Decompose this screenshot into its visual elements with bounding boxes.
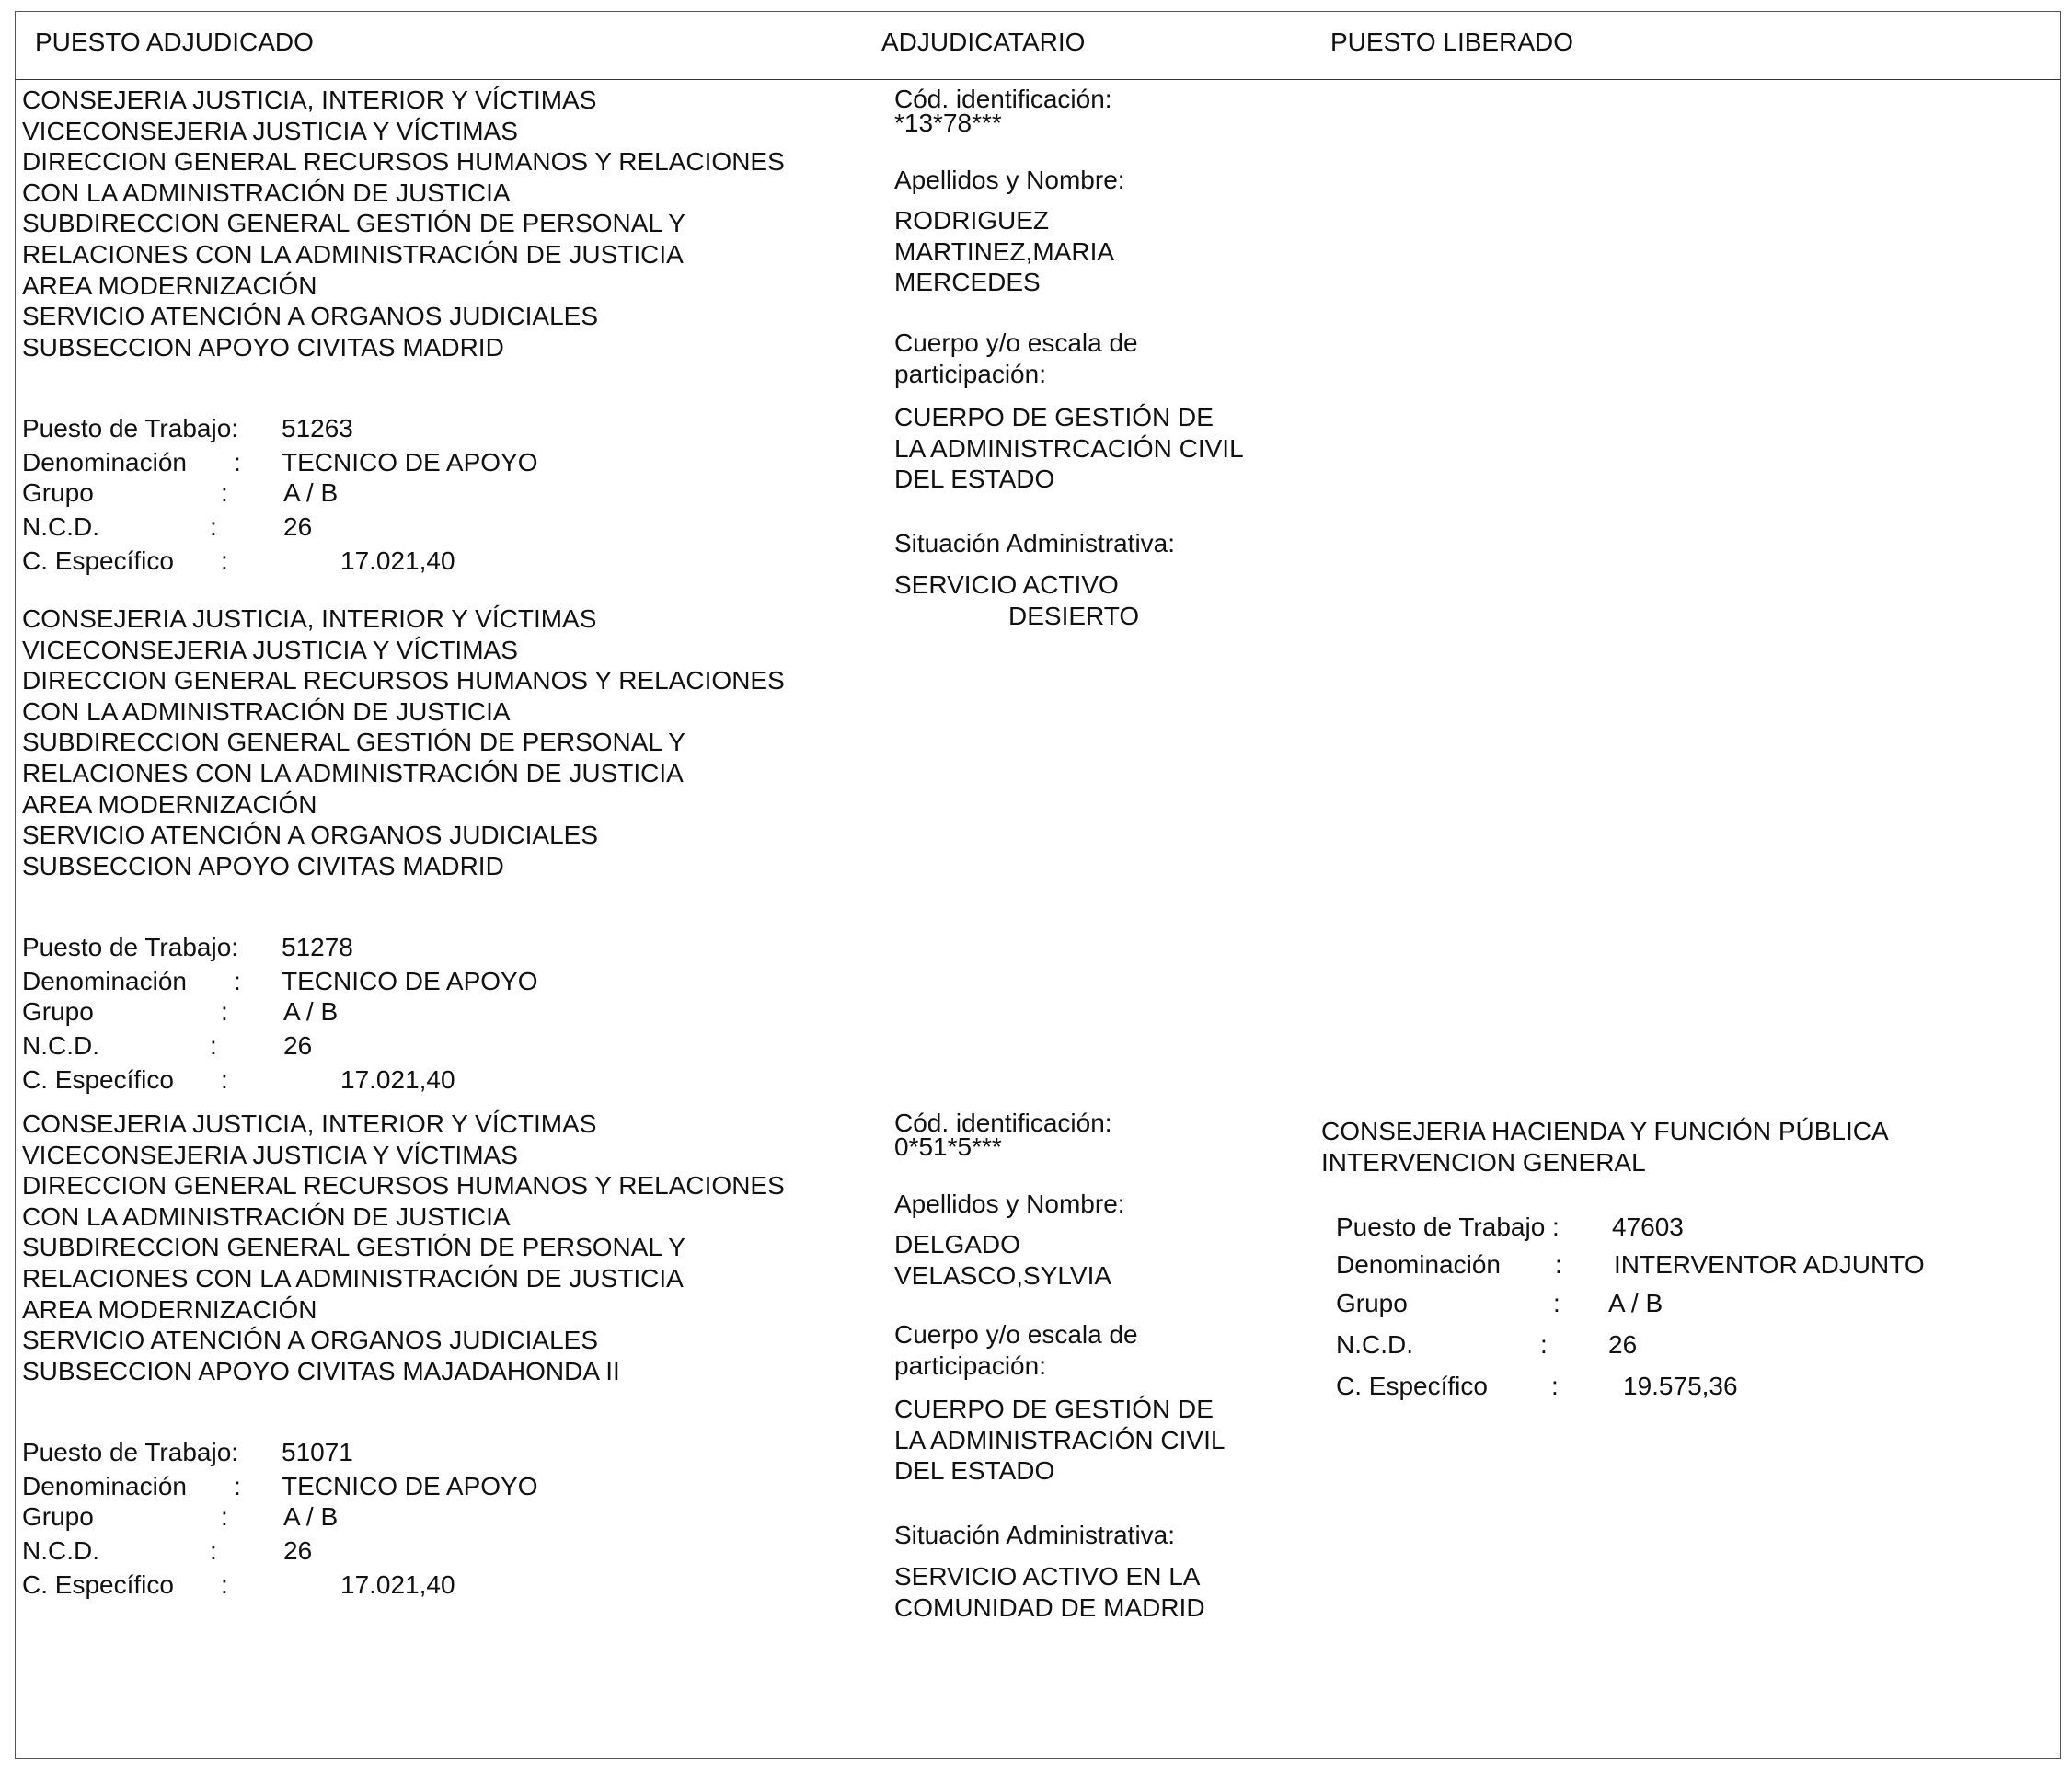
especifico-value: 19.575,36: [1623, 1372, 1738, 1400]
nombre-line: VELASCO,SYLVIA: [894, 1260, 1112, 1290]
nombre-line: MARTINEZ,MARIA: [894, 236, 1115, 266]
colon: :: [1553, 1289, 1560, 1317]
org-line: CON LA ADMINISTRACIÓN DE JUSTICIA: [22, 1201, 511, 1231]
denominacion-label: Denominación: [22, 967, 187, 995]
cuerpo-label-line: participación:: [894, 359, 1046, 388]
cuerpo-line: CUERPO DE GESTIÓN DE: [894, 1395, 1214, 1423]
ncd-value: 26: [283, 512, 313, 541]
especifico-label: C. Específico: [1336, 1372, 1488, 1400]
cuerpo-label-line: Cuerpo y/o escala de: [894, 328, 1138, 357]
puesto-value: 51071: [282, 1438, 353, 1466]
org-line: VICECONSEJERIA JUSTICIA Y VÍCTIMAS: [22, 1140, 518, 1169]
cod-label: Cód. identificación:: [894, 85, 1112, 113]
colon: :: [1551, 1372, 1559, 1400]
org-line: RELACIONES CON LA ADMINISTRACIÓN DE JUSTICIA: [22, 1263, 684, 1293]
denominacion-value: TECNICO DE APOYO: [282, 967, 538, 995]
denominacion-value: INTERVENTOR ADJUNTO: [1614, 1250, 1925, 1279]
org-line: CONSEJERIA JUSTICIA, INTERIOR Y VÍCTIMAS: [22, 86, 597, 114]
situacion-label: Situación Administrativa:: [894, 1521, 1176, 1549]
org-line: RELACIONES CON LA ADMINISTRACIÓN DE JUSTICIA: [22, 758, 684, 787]
ncd-value: 26: [1608, 1330, 1638, 1359]
nombre-label: Apellidos y Nombre:: [894, 166, 1125, 194]
colon: :: [1540, 1330, 1548, 1359]
situacion-label: Situación Administrativa:: [894, 529, 1176, 557]
colon: :: [221, 546, 228, 575]
denominacion-value: TECNICO DE APOYO: [282, 1472, 538, 1500]
org-line: SUBSECCION APOYO CIVITAS MADRID: [22, 851, 504, 880]
entry-3-org-block: [22, 1109, 785, 1386]
header-puesto-liberado: PUESTO LIBERADO: [1330, 28, 1574, 56]
ncd-value: 26: [283, 1031, 313, 1060]
colon: :: [234, 967, 241, 995]
org-line: AREA MODERNIZACIÓN: [22, 1294, 317, 1324]
puesto-label: Puesto de Trabajo:: [22, 414, 239, 442]
cuerpo-line: LA ADMINISTRACIÓN CIVIL: [894, 1425, 1226, 1454]
colon: :: [210, 1031, 217, 1060]
nombre-value: [894, 205, 1114, 298]
especifico-value: 17.021,40: [340, 546, 455, 575]
grupo-label: Grupo: [22, 478, 94, 507]
cuerpo-line: LA ADMINISTRCACIÓN CIVIL: [894, 433, 1244, 463]
grupo-label: Grupo: [22, 997, 94, 1026]
denominacion-label: Denominación: [1336, 1250, 1501, 1279]
puesto-label: Puesto de Trabajo :: [1336, 1213, 1560, 1241]
org-line: SERVICIO ATENCIÓN A ORGANOS JUDICIALES: [22, 1326, 599, 1355]
puesto-value: 51263: [282, 414, 353, 442]
nombre-line: DELGADO: [894, 1230, 1020, 1259]
org-line: SUBDIRECCION GENERAL GESTIÓN DE PERSONAL Y: [22, 728, 685, 757]
grupo-label: Grupo: [1336, 1289, 1408, 1317]
colon: :: [234, 1472, 241, 1500]
org-line: AREA MODERNIZACIÓN: [22, 789, 317, 819]
desierto-label: DESIERTO: [1008, 602, 1140, 630]
especifico-value: 17.021,40: [340, 1570, 455, 1599]
ncd-label: N.C.D.: [22, 1536, 99, 1565]
especifico-value: 17.021,40: [340, 1065, 455, 1094]
liberado-org-line: INTERVENCION GENERAL: [1321, 1147, 1646, 1177]
puesto-value: 47603: [1612, 1213, 1684, 1241]
cuerpo-value: [894, 402, 1244, 495]
colon: :: [1555, 1250, 1562, 1279]
nombre-line: RODRIGUEZ: [894, 206, 1049, 235]
nombre-label: Apellidos y Nombre:: [894, 1190, 1125, 1218]
cuerpo-value: [894, 1394, 1225, 1487]
denominacion-value: TECNICO DE APOYO: [282, 448, 538, 477]
situacion-value: [894, 1561, 1205, 1623]
grupo-value: A / B: [283, 997, 339, 1026]
cuerpo-label: [894, 1319, 1138, 1381]
org-line: VICECONSEJERIA JUSTICIA Y VÍCTIMAS: [22, 635, 518, 664]
nombre-line: MERCEDES: [894, 268, 1041, 297]
cuerpo-label-line: participación:: [894, 1350, 1046, 1380]
nombre-value: [894, 1229, 1111, 1291]
org-line: CON LA ADMINISTRACIÓN DE JUSTICIA: [22, 696, 511, 726]
situacion-line: COMUNIDAD DE MADRID: [894, 1592, 1205, 1622]
entry-1-org-block: [22, 85, 785, 362]
ncd-label: N.C.D.: [22, 512, 99, 541]
org-line: AREA MODERNIZACIÓN: [22, 270, 317, 300]
org-line: SUBSECCION APOYO CIVITAS MADRID: [22, 332, 504, 362]
grupo-label: Grupo: [22, 1502, 94, 1531]
especifico-label: C. Específico: [22, 546, 174, 575]
header-adjudicatario: ADJUDICATARIO: [881, 28, 1086, 56]
cod-value: *13*78***: [894, 109, 1002, 137]
ncd-label: N.C.D.: [22, 1031, 99, 1060]
colon: :: [210, 512, 217, 541]
org-line: SUBSECCION APOYO CIVITAS MAJADAHONDA II: [22, 1356, 620, 1385]
liberado-org-block: [1321, 1116, 1889, 1178]
grupo-value: A / B: [283, 478, 339, 507]
colon: :: [221, 1570, 228, 1599]
colon: :: [221, 997, 228, 1026]
cuerpo-line: DEL ESTADO: [894, 465, 1055, 494]
cuerpo-line: DEL ESTADO: [894, 1456, 1055, 1486]
denominacion-label: Denominación: [22, 448, 187, 477]
cuerpo-label-line: Cuerpo y/o escala de: [894, 1320, 1138, 1349]
situacion-line: SERVICIO ACTIVO EN LA: [894, 1562, 1201, 1591]
org-line: DIRECCION GENERAL RECURSOS HUMANOS Y RELACIONES: [22, 147, 785, 177]
especifico-label: C. Específico: [22, 1065, 174, 1094]
cuerpo-label: [894, 328, 1138, 389]
grupo-value: A / B: [283, 1502, 339, 1531]
especifico-label: C. Específico: [22, 1570, 174, 1599]
org-line: CONSEJERIA JUSTICIA, INTERIOR Y VÍCTIMAS: [22, 604, 597, 633]
puesto-label: Puesto de Trabajo:: [22, 933, 239, 961]
grupo-value: A / B: [1608, 1289, 1663, 1317]
org-line: RELACIONES CON LA ADMINISTRACIÓN DE JUSTICIA: [22, 239, 684, 269]
colon: :: [210, 1536, 217, 1565]
colon: :: [221, 1502, 228, 1531]
org-line: SERVICIO ATENCIÓN A ORGANOS JUDICIALES: [22, 821, 599, 850]
org-line: DIRECCION GENERAL RECURSOS HUMANOS Y RELACIONES: [22, 666, 785, 695]
org-line: CONSEJERIA JUSTICIA, INTERIOR Y VÍCTIMAS: [22, 1109, 597, 1138]
header-puesto-adjudicado: PUESTO ADJUDICADO: [35, 28, 314, 56]
entry-2-org-block: [22, 603, 785, 881]
org-line: SUBDIRECCION GENERAL GESTIÓN DE PERSONAL Y: [22, 1233, 685, 1262]
org-line: VICECONSEJERIA JUSTICIA Y VÍCTIMAS: [22, 116, 518, 145]
org-line: SERVICIO ATENCIÓN A ORGANOS JUDICIALES: [22, 302, 599, 331]
colon: :: [234, 448, 241, 477]
cuerpo-line: CUERPO DE GESTIÓN DE: [894, 403, 1214, 431]
org-line: DIRECCION GENERAL RECURSOS HUMANOS Y RELACIONES: [22, 1171, 785, 1201]
liberado-org-line: CONSEJERIA HACIENDA Y FUNCIÓN PÚBLICA: [1321, 1117, 1889, 1145]
ncd-label: N.C.D.: [1336, 1330, 1413, 1359]
situacion-value: SERVICIO ACTIVO: [894, 570, 1119, 599]
cod-label: Cód. identificación:: [894, 1109, 1112, 1137]
header-divider: [15, 79, 2061, 80]
org-line: SUBDIRECCION GENERAL GESTIÓN DE PERSONAL Y: [22, 209, 685, 238]
colon: :: [221, 478, 228, 507]
puesto-label: Puesto de Trabajo:: [22, 1438, 239, 1466]
org-line: CON LA ADMINISTRACIÓN DE JUSTICIA: [22, 178, 511, 207]
colon: :: [221, 1065, 228, 1094]
puesto-value: 51278: [282, 933, 353, 961]
ncd-value: 26: [283, 1536, 313, 1565]
denominacion-label: Denominación: [22, 1472, 187, 1500]
cod-value: 0*51*5***: [894, 1132, 1002, 1161]
